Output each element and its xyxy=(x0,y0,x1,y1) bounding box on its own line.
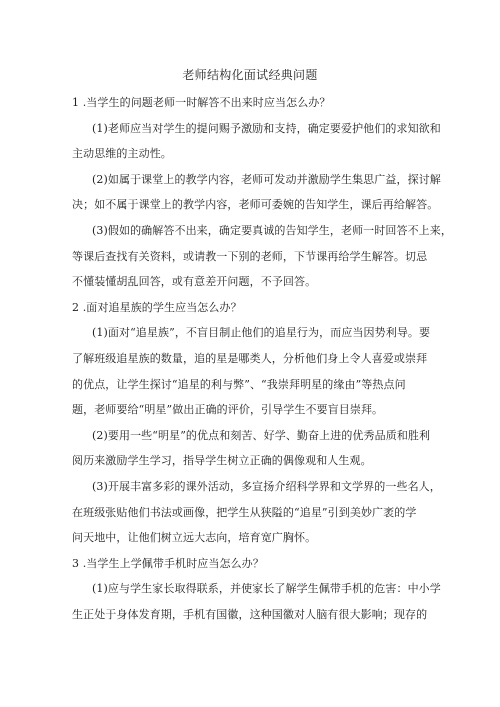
text-line: 了解班级追星族的数量，追的星是哪类人，分析他们身上令人喜爱或崇拜 xyxy=(72,351,428,365)
text-line: 题，老师要给“明星”做出正确的评价，引导学生不要盲目崇拜。 xyxy=(72,403,384,417)
text-line: (2)如属于课堂上的教学内容，老师可发动并激励学生集思广益，探讨解 xyxy=(92,172,441,186)
text-line: (3)假如的确解答不出来，确定要真诚的告知学生，老师一时回答不上来， xyxy=(92,223,452,237)
text-line: 在班级张贴他们书法或画像，把学生从狭隘的“追星”引到美妙广袤的学 xyxy=(72,505,417,519)
text-line: (2)要用一些“明星”的优点和刻苦、好学、勤奋上进的优秀品质和胜利 xyxy=(92,428,431,442)
text-line: (1)老师应当对学生的提问赐予激励和支持，确定要爱护他们的求知欲和 xyxy=(92,121,441,135)
text-line: 不懂装懂胡乱回答，或有意差开问题，不予回答。 xyxy=(72,275,317,289)
text-line: 等课后查找有关资料，或请教一下别的老师，下节课再给学生解答。切忌 xyxy=(72,249,428,263)
text-line: (1)应与学生家长取得联系，并使家长了解学生佩带手机的危害：中小学 xyxy=(92,582,441,596)
text-line: (1)面对“追星族”，不盲目制止他们的追星行为，而应当因势利导。要 xyxy=(92,326,431,340)
text-line: 2 .面对追星族的学生应当怎么办？ xyxy=(72,300,242,314)
text-line: 主动思维的主动性。 xyxy=(72,147,172,161)
text-line: 问天地中，让他们树立远大志向，培育宽广胸怀。 xyxy=(72,531,317,545)
text-line: 决；如不属于课堂上的教学内容，老师可委婉的告知学生，课后再给解答。 xyxy=(72,198,439,212)
text-line: 3 .当学生上学佩带手机时应当怎么办？ xyxy=(72,556,264,570)
document-title: 老师结构化面试经典问题 xyxy=(182,68,318,82)
text-line: 1 .当学生的问题老师一时解答不出来时应当怎么办？ xyxy=(72,96,331,109)
text-line: 生正处于身体发育期，手机有国徽，这种国徽对人脑有很大影响；现存的 xyxy=(72,607,428,621)
text-line: 阅历来激励学生学习，指导学生树立正确的偶像观和人生观。 xyxy=(72,454,372,468)
document-body xyxy=(72,90,452,627)
text-line: (3)开展丰富多彩的课外活动，多宣扬介绍科学界和文学界的一些名人， xyxy=(92,479,441,493)
text-line: 的优点，让学生探讨“追星的利与弊”、“我崇拜明星的缘由”等热点问 xyxy=(72,377,406,391)
